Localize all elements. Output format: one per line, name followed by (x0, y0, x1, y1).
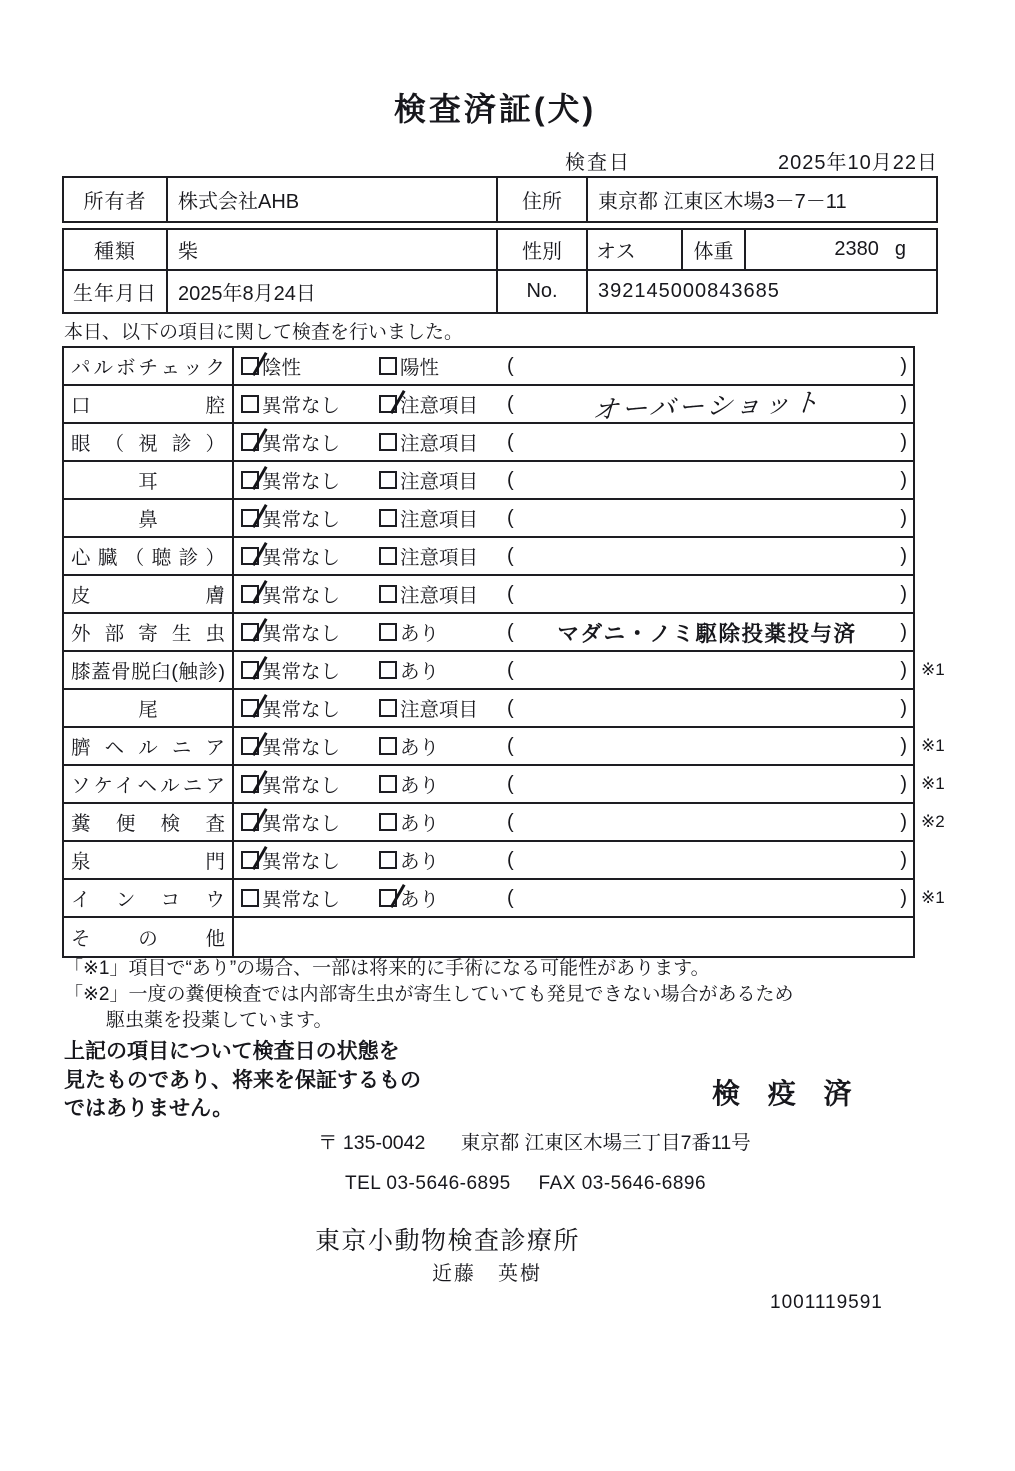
checkbox-unchecked-icon (241, 395, 259, 413)
exam-item-label-text: 皮膚 (71, 585, 225, 607)
option-label: 異常なし (262, 889, 341, 911)
paren-open: ( (507, 658, 514, 681)
exam-item-label-text: 臍ヘルニア (71, 737, 225, 759)
remarks-field (507, 431, 913, 454)
paren-close: ) (900, 734, 907, 757)
checkbox-checked-icon (241, 509, 259, 527)
address-label: 住所 (498, 178, 588, 221)
exam-item-label-text: 鼻 (138, 509, 158, 531)
exam-item-label-text: パルボチェック (71, 357, 225, 379)
exam-row (64, 766, 945, 804)
option-label: あり (400, 851, 440, 873)
exam-options (234, 804, 913, 840)
paren-close: ) (900, 468, 907, 491)
exam-option (241, 618, 379, 646)
exam-row (64, 690, 913, 728)
exam-row (64, 842, 913, 880)
exam-item-label (64, 576, 234, 612)
paren-open: ( (507, 392, 514, 415)
exam-option (241, 466, 379, 494)
exam-item-label-text: 耳 (138, 471, 158, 493)
handwritten-remark: オーバーショット (591, 386, 823, 425)
exam-item-label (64, 424, 234, 460)
exam-item-label (64, 766, 234, 802)
owner-value: 株式会社AHB (168, 178, 498, 221)
footnote-2-continued: 駆虫薬を投薬しています。 (106, 1010, 333, 1031)
remarks-field (507, 811, 913, 834)
exam-row (64, 500, 913, 538)
exam-option (379, 352, 507, 380)
address-value: 東京都 江東区木場3－7－11 (598, 191, 847, 213)
exam-option (379, 732, 507, 760)
footnote-marker: ※1 (921, 736, 945, 755)
paren-close: ) (900, 544, 907, 567)
exam-option (241, 580, 379, 608)
tel-number: TEL 03-5646-6895 (345, 1173, 511, 1194)
inspection-date-label: 検査日 (565, 152, 631, 174)
exam-options (234, 576, 913, 612)
remarks-field (507, 469, 913, 492)
species-label: 種類 (64, 230, 168, 269)
exam-item-label (64, 918, 234, 956)
exam-item-label-text: 心臓（聴診） (71, 547, 225, 569)
exam-item-label (64, 462, 234, 498)
fax-number: FAX 03-5646-6896 (538, 1173, 707, 1194)
paren-close: ) (900, 886, 907, 909)
exam-option (379, 390, 507, 418)
exam-row (64, 576, 913, 614)
exam-options (234, 386, 913, 425)
option-label: 注意項目 (400, 547, 479, 569)
paren-open: ( (507, 848, 514, 871)
checkbox-checked-icon (241, 851, 259, 869)
weight-number: 2380 (834, 238, 879, 260)
exam-item-label-text: その他 (71, 928, 225, 950)
owner-label: 所有者 (64, 178, 168, 221)
exam-item-label (64, 842, 234, 878)
exam-option (379, 808, 507, 836)
clinic-name: 東京小動物検査診療所 (315, 1227, 581, 1255)
exam-row (64, 918, 913, 956)
paren-close: ) (900, 810, 907, 833)
option-label: 陰性 (262, 357, 302, 379)
exam-options (234, 614, 913, 650)
exam-options (234, 728, 913, 764)
exam-item-label (64, 804, 234, 840)
exam-option (379, 580, 507, 608)
option-label: 異常なし (262, 737, 341, 759)
weight-unit: g (894, 238, 906, 260)
exam-options (234, 348, 913, 384)
checkbox-checked-icon (241, 471, 259, 489)
option-label: 異常なし (262, 433, 341, 455)
exam-option (241, 352, 379, 380)
exam-item-label-text: 膝蓋骨脱臼(触診) (71, 661, 225, 683)
option-label: 注意項目 (400, 471, 479, 493)
exam-options (234, 424, 913, 460)
paren-close: ) (900, 772, 907, 795)
exam-option (379, 504, 507, 532)
exam-item-label-text: 眼（視診） (71, 433, 225, 455)
paren-close: ) (900, 848, 907, 871)
paren-close: ) (900, 658, 907, 681)
remarks-field (507, 545, 913, 568)
checkbox-unchecked-icon (379, 471, 397, 489)
exam-row (64, 538, 913, 576)
option-label: 注意項目 (400, 699, 479, 721)
exam-item-label (64, 880, 234, 916)
checkbox-unchecked-icon (379, 357, 397, 375)
checkbox-checked-icon (241, 699, 259, 717)
paren-open: ( (507, 506, 514, 529)
option-label: 異常なし (262, 775, 341, 797)
checkbox-unchecked-icon (379, 661, 397, 679)
weight-label: 体重 (683, 230, 746, 269)
exam-row (64, 424, 913, 462)
paren-open: ( (507, 772, 514, 795)
option-label: 異常なし (262, 623, 341, 645)
option-label: 陽性 (400, 357, 440, 379)
remarks-field (507, 355, 913, 378)
footnote-marker: ※2 (921, 812, 945, 831)
option-label: 異常なし (262, 851, 341, 873)
option-label: あり (400, 813, 440, 835)
table-row (64, 271, 936, 312)
exam-item-label (64, 652, 234, 688)
disclaimer-text (64, 1038, 421, 1124)
exam-option (379, 466, 507, 494)
paren-close: ) (900, 582, 907, 605)
footnote-1: 「※1」項目で“あり”の場合、一部は将来的に手術になる可能性があります。 (64, 958, 710, 979)
exam-options (234, 538, 913, 574)
checkbox-unchecked-icon (379, 585, 397, 603)
exam-options (234, 842, 913, 878)
checkbox-checked-icon (379, 889, 397, 907)
paren-close: ) (900, 506, 907, 529)
option-label: 異常なし (262, 471, 341, 493)
option-label: 異常なし (262, 699, 341, 721)
paren-open: ( (507, 544, 514, 567)
exam-row (64, 462, 913, 500)
paren-open: ( (507, 354, 514, 377)
paren-close: ) (900, 392, 907, 415)
remarks-field (507, 386, 913, 423)
exam-row (64, 880, 945, 918)
microchip-no-value: 392145000843685 (598, 280, 780, 302)
option-label: あり (400, 661, 440, 683)
clinic-address: 東京都 江東区木場三丁目7番11号 (460, 1132, 751, 1154)
clinic-phone-line (345, 1173, 706, 1195)
exam-option (379, 656, 507, 684)
exam-row (64, 728, 945, 766)
footnote-marker: ※1 (921, 888, 945, 907)
checkbox-unchecked-icon (379, 509, 397, 527)
exam-row (64, 348, 913, 386)
option-label: 異常なし (262, 661, 341, 683)
exam-options (234, 918, 913, 956)
quarantine-stamp: 検 疫 済 (712, 1078, 862, 1109)
option-label: 異常なし (262, 813, 341, 835)
animal-info-table (62, 228, 938, 314)
checkbox-checked-icon (241, 737, 259, 755)
footnote-marker: ※1 (921, 660, 945, 679)
remarks-field (507, 735, 913, 758)
intro-text: 本日、以下の項目に関して検査を行いました。 (64, 322, 464, 343)
exam-item-label-text: 外部寄生虫 (71, 623, 225, 645)
exam-option (241, 694, 379, 722)
exam-item-label (64, 728, 234, 764)
remarks-field (507, 617, 913, 648)
birthdate-value: 2025年8月24日 (168, 271, 498, 312)
exam-option (379, 884, 507, 912)
inspection-date-value: 2025年10月22日 (778, 152, 938, 174)
exam-row (64, 386, 913, 424)
exam-option (241, 390, 379, 418)
remarks-field (507, 697, 913, 720)
option-label: 異常なし (262, 547, 341, 569)
footnote-marker: ※1 (921, 774, 945, 793)
checkbox-unchecked-icon (379, 623, 397, 641)
exam-item-label (64, 348, 234, 384)
sex-value: オス (588, 230, 683, 269)
postal-code: 〒 135-0042 (318, 1132, 426, 1154)
paren-open: ( (507, 430, 514, 453)
option-label: あり (400, 775, 440, 797)
owner-table (62, 176, 938, 223)
exam-item-label-text: 泉門 (71, 851, 225, 873)
remarks-field (507, 659, 913, 682)
exam-item-label (64, 614, 234, 650)
remarks-field (507, 583, 913, 606)
exam-option (379, 542, 507, 570)
checkbox-checked-icon (241, 585, 259, 603)
exam-option (241, 846, 379, 874)
exam-option (379, 428, 507, 456)
checkbox-unchecked-icon (379, 699, 397, 717)
checkbox-checked-icon (379, 395, 397, 413)
exam-option (241, 732, 379, 760)
paren-open: ( (507, 696, 514, 719)
disclaimer-line-3: ではありません。 (64, 1097, 234, 1120)
paren-close: ) (900, 696, 907, 719)
paren-open: ( (507, 886, 514, 909)
disclaimer-line-2: 見たものであり、将来を保証するもの (64, 1068, 421, 1092)
remarks-field (507, 849, 913, 872)
option-label: あり (400, 889, 440, 911)
checkbox-checked-icon (241, 547, 259, 565)
checkbox-unchecked-icon (379, 851, 397, 869)
option-label: 異常なし (262, 509, 341, 531)
exam-table (62, 346, 945, 958)
exam-options (234, 652, 913, 688)
remarks-field (507, 507, 913, 530)
exam-option (241, 656, 379, 684)
examiner-name: 近藤 英樹 (432, 1263, 542, 1285)
exam-options (234, 500, 913, 536)
remarks-field (507, 887, 913, 910)
paren-open: ( (507, 468, 514, 491)
page-title: 検査済証(犬) (393, 91, 597, 127)
disclaimer-line-1: 上記の項目について検査日の状態を (64, 1040, 400, 1063)
clinic-address-line (318, 1127, 751, 1155)
checkbox-checked-icon (241, 775, 259, 793)
exam-option (379, 694, 507, 722)
exam-item-label-text: インコウ (71, 889, 225, 911)
checkbox-unchecked-icon (379, 775, 397, 793)
exam-item-label-text: 口腔 (71, 395, 225, 417)
exam-options (234, 690, 913, 726)
footnote-2: 「※2」一度の糞便検査では内部寄生虫が寄生していても発見できない場合があるため (64, 984, 794, 1005)
exam-item-label (64, 500, 234, 536)
option-label: あり (400, 623, 440, 645)
exam-option (241, 504, 379, 532)
table-row (64, 230, 936, 271)
exam-options (234, 462, 913, 498)
species-value: 柴 (168, 230, 498, 269)
exam-option (379, 618, 507, 646)
paren-open: ( (507, 582, 514, 605)
remarks-field (507, 773, 913, 796)
checkbox-unchecked-icon (379, 433, 397, 451)
exam-row (64, 804, 945, 842)
exam-item-label (64, 538, 234, 574)
paren-open: ( (507, 810, 514, 833)
checkbox-checked-icon (241, 661, 259, 679)
checkbox-unchecked-icon (379, 737, 397, 755)
option-label: 注意項目 (400, 509, 479, 531)
exam-row (64, 652, 945, 690)
option-label: 注意項目 (400, 433, 479, 455)
option-label: あり (400, 737, 440, 759)
exam-option (241, 428, 379, 456)
microchip-no-label: No. (498, 271, 588, 312)
paren-close: ) (900, 620, 907, 643)
checkbox-unchecked-icon (241, 889, 259, 907)
paren-close: ) (900, 430, 907, 453)
checkbox-checked-icon (241, 433, 259, 451)
exam-option (241, 542, 379, 570)
exam-item-label-text: ソケイヘルニア (71, 775, 225, 797)
checkbox-checked-icon (241, 813, 259, 831)
option-label: 注意項目 (400, 395, 479, 417)
exam-item-label-text: 尾 (138, 699, 158, 721)
exam-option (379, 770, 507, 798)
exam-option (241, 808, 379, 836)
paren-close: ) (900, 354, 907, 377)
checkbox-unchecked-icon (379, 547, 397, 565)
exam-option (241, 884, 379, 912)
weight-value (746, 230, 936, 269)
exam-item-label-text: 糞便検査 (71, 813, 225, 835)
remark-text: マダニ・ノミ駆除投薬投与済 (557, 621, 857, 646)
paren-open: ( (507, 620, 514, 643)
exam-item-label (64, 386, 234, 422)
checkbox-checked-icon (241, 623, 259, 641)
checkbox-unchecked-icon (379, 813, 397, 831)
exam-option (241, 770, 379, 798)
exam-options (234, 766, 913, 802)
exam-options (234, 880, 913, 916)
serial-number: 1001119591 (770, 1292, 883, 1313)
birthdate-label: 生年月日 (64, 271, 168, 312)
checkbox-checked-icon (241, 357, 259, 375)
exam-item-label (64, 690, 234, 726)
exam-option (379, 846, 507, 874)
exam-row (64, 614, 913, 652)
footnotes (64, 956, 794, 1034)
paren-open: ( (507, 734, 514, 757)
sex-label: 性別 (498, 230, 588, 269)
option-label: 異常なし (262, 585, 341, 607)
option-label: 注意項目 (400, 585, 479, 607)
option-label: 異常なし (262, 395, 341, 417)
